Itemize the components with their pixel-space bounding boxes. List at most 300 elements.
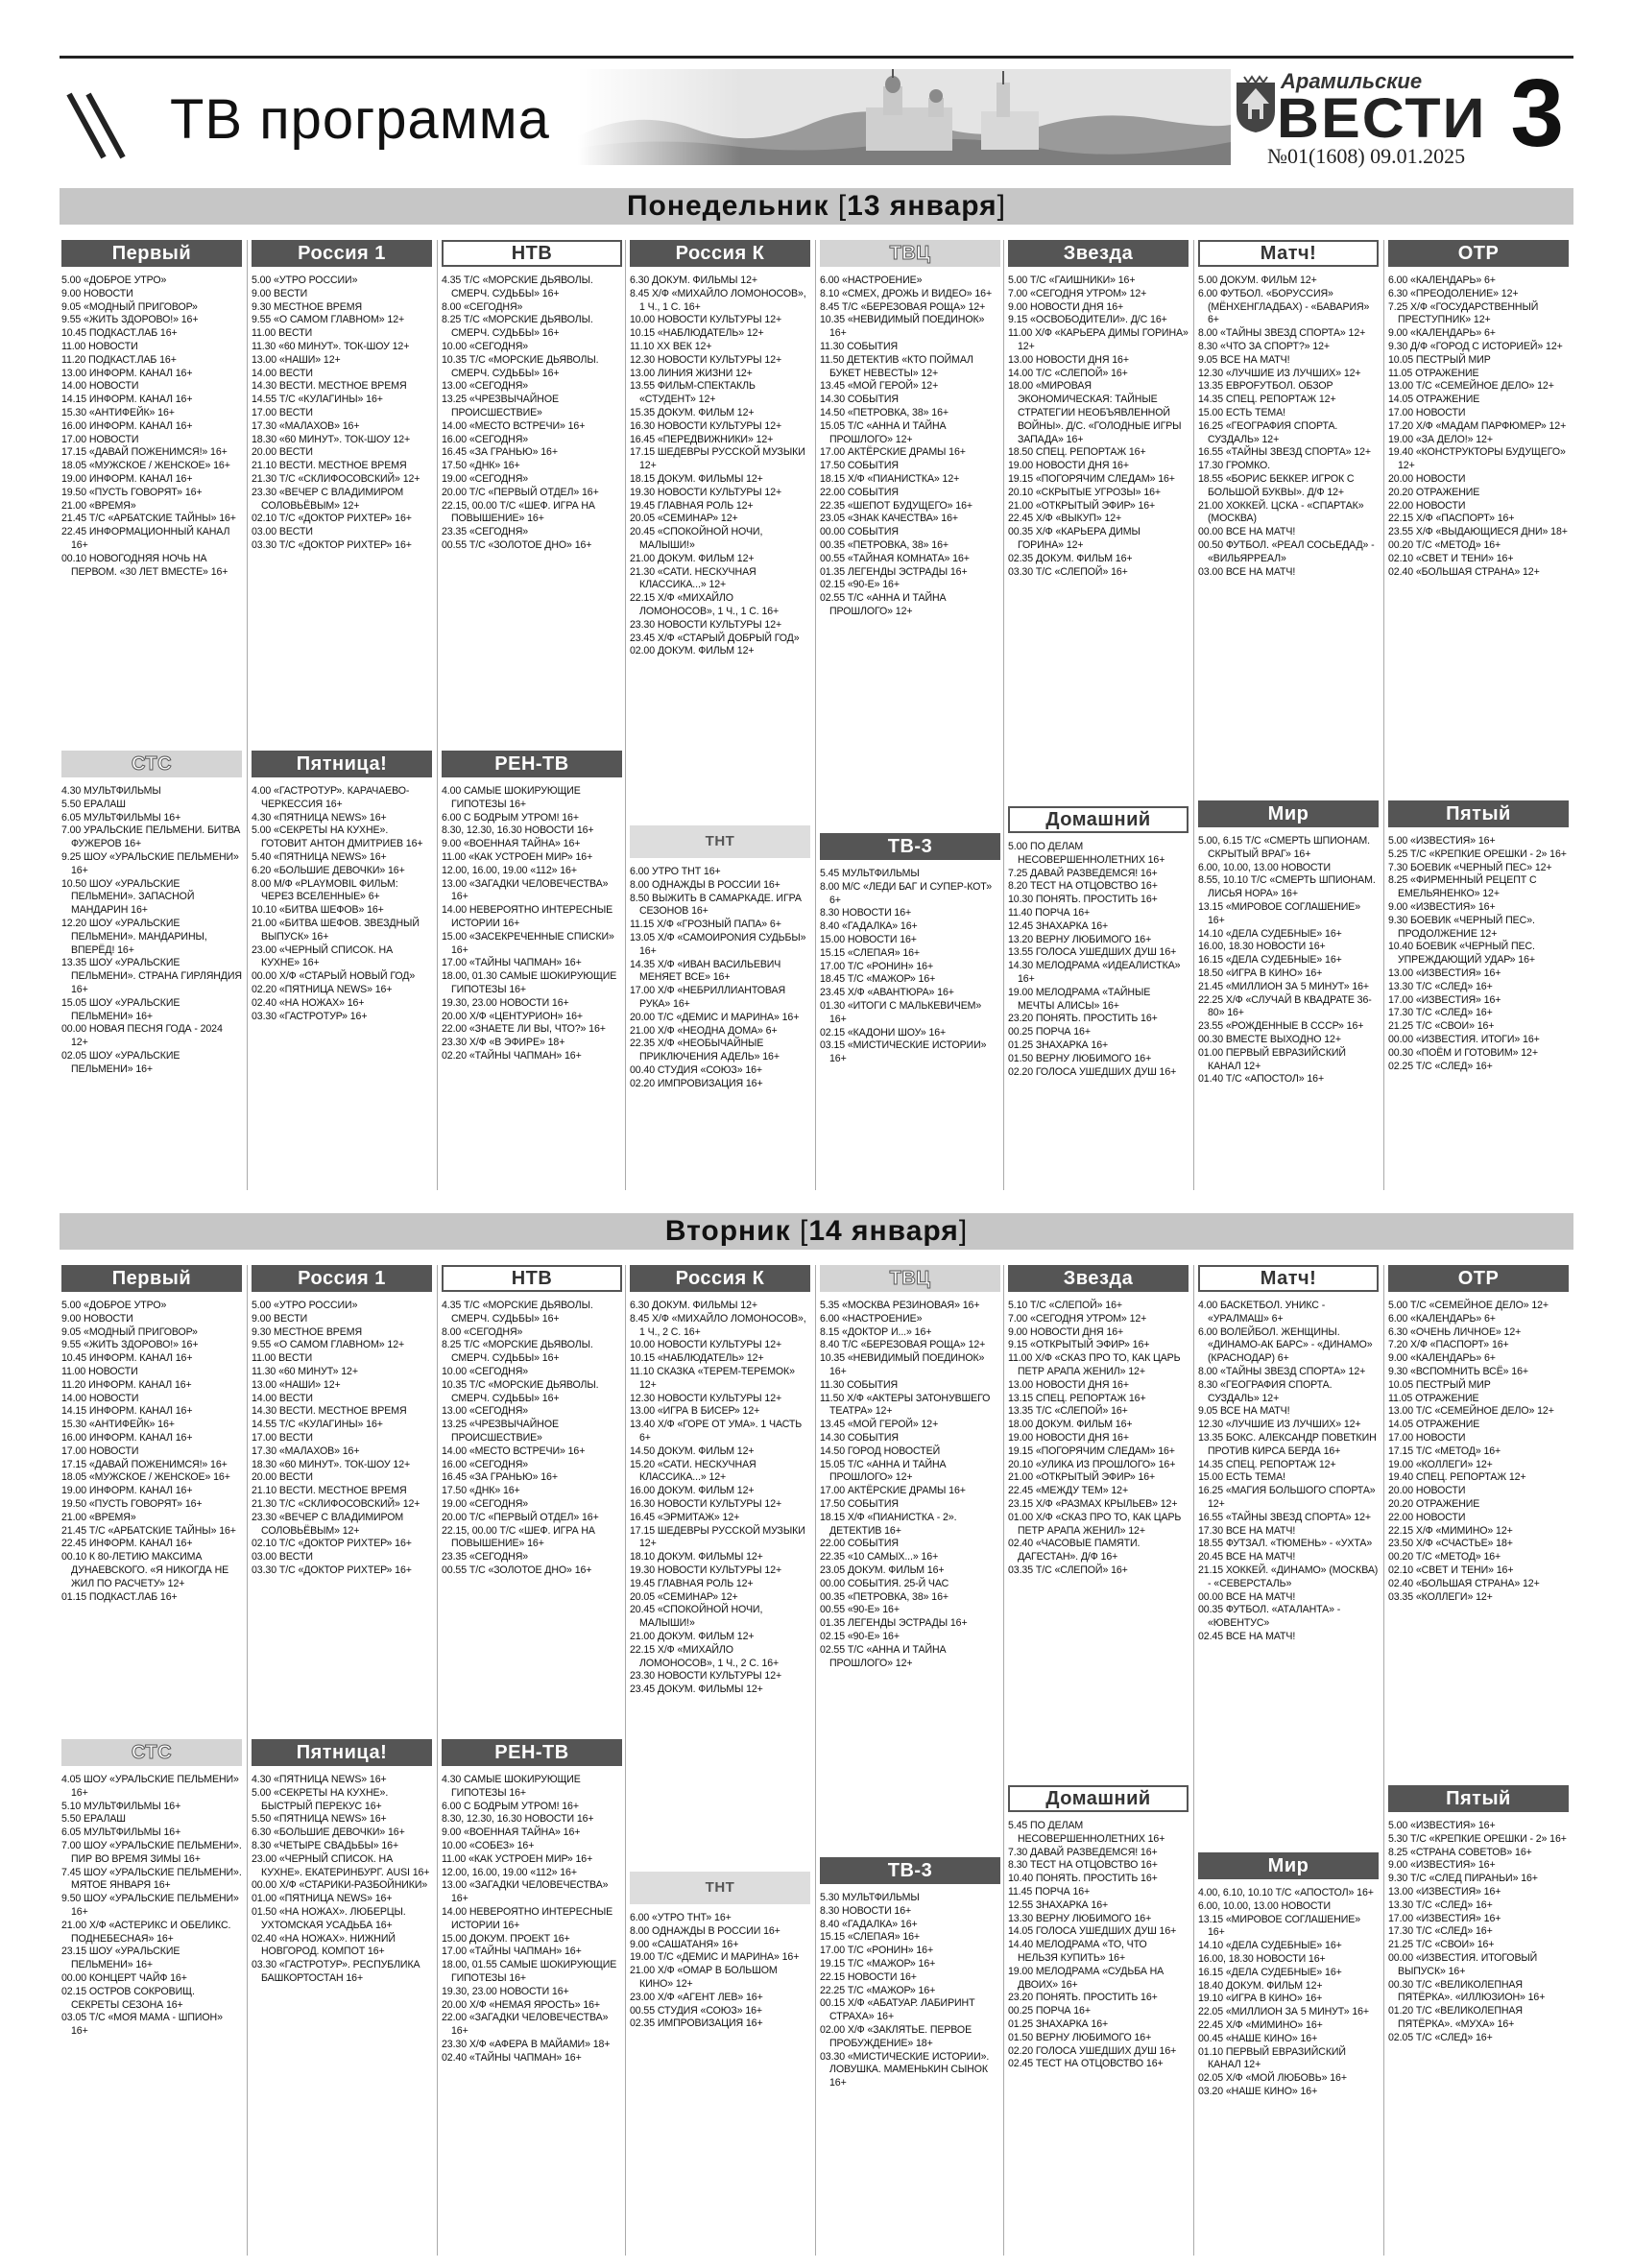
program-item: 00.00 СОБЫТИЯ — [820, 526, 899, 538]
program-item: 00.00 Х/Ф «СТАРИКИ-РАЗБОЙНИКИ» — [252, 1879, 428, 1892]
channel-name: Мир — [1267, 1855, 1309, 1876]
program-item: 6.05 МУЛЬТФИЛЬМЫ 16+ — [61, 1826, 181, 1839]
program-item: 02.05 Х/Ф «МОЙ ЛЮБОВЬ» 16+ — [1198, 2072, 1347, 2085]
program-item: 13.00 «ИГРА В БИСЕР» 12+ — [630, 1405, 760, 1418]
program-item: 9.15 «ОСВОБОДИТЕЛИ». Д/С 16+ — [1008, 314, 1167, 326]
program-item: 21.45 Т/С «АРБАТСКИЕ ТАЙНЫ» 16+ — [61, 513, 236, 525]
program-list — [1008, 841, 1189, 1079]
program-item: 22.45 ИНФОРМАЦИОННЫЙ КАНАЛ 16+ — [61, 526, 230, 551]
program-item: 9.00 НОВОСТИ ДНЯ 16+ — [1008, 1325, 1124, 1338]
program-item: 15.15 «СЛЕПАЯ» 16+ — [820, 1931, 920, 1944]
program-item: 21.00 «ОТКРЫТЫЙ ЭФИР» 16+ — [1008, 499, 1156, 512]
channel-name: Пятница! — [296, 1742, 388, 1763]
program-item: 8.30, 12.30, 16.30 НОВОСТИ 16+ — [442, 1813, 594, 1826]
program-item: 20.05 «СЕМИНАР» 12+ — [630, 513, 738, 525]
program-item: 6.00 «УТРО ТНТ» 16+ — [630, 1912, 732, 1923]
column-rule — [1193, 1265, 1194, 2256]
program-item: 22.15 Х/Ф «ПАСПОРТ» 16+ — [1388, 513, 1515, 525]
program-item: 13.00 «СЕГОДНЯ» — [442, 1405, 529, 1418]
program-item: 23.30 НОВОСТИ КУЛЬТУРЫ 12+ — [630, 618, 782, 631]
program-item: 01.15 ПОДКАСТ.ЛАБ 16+ — [61, 1590, 178, 1603]
program-item: 02.05 ШОУ «УРАЛЬСКИЕ ПЕЛЬМЕНИ» 16+ — [61, 1049, 180, 1075]
program-item: 7.00 УРАЛЬСКИЕ ПЕЛЬМЕНИ. БИТВА ФУЖЕРОВ 16+ — [61, 824, 241, 850]
program-item: 13.30 Т/С «СЛЕД» 16+ — [1388, 1898, 1493, 1911]
program-item: 22.35 «ШЕПОТ БУДУЩЕГО» 16+ — [820, 499, 973, 512]
program-item: 14.50 «ПЕТРОВКА, 38» 16+ — [820, 406, 949, 418]
program-item: 5.50 ЕРАЛАШ — [61, 1813, 126, 1826]
program-item: 17.00 «ТАЙНЫ ЧАПМАН» 16+ — [442, 1946, 582, 1958]
program-item: 22.00 СОБЫТИЯ — [820, 1538, 899, 1550]
program-item: 18.00 «МИРОВАЯ ЭКОНОМИЧЕСКАЯ: ТАЙНЫЕ СТРАТЕГИИ НЕОБЪЯВЛЕННОЙ ВОЙНЫ». Д/С. «ГОЛОДНЫЕ ИГРЫ ЗАПАДА» 16+ — [1008, 380, 1182, 445]
column-rule — [247, 240, 248, 1190]
program-list — [252, 785, 432, 1023]
program-list — [442, 785, 622, 1063]
program-item: 17.15 ШЕДЕВРЫ РУССКОЙ МУЗЫКИ 12+ — [630, 446, 805, 472]
bracket-close: ] — [958, 1215, 969, 1247]
program-item: 19.00 НОВОСТИ ДНЯ 16+ — [1008, 1431, 1129, 1444]
program-item: 02.00 ДОКУМ. ФИЛЬМ 12+ — [630, 645, 755, 657]
program-item: 17.00 НОВОСТИ — [1388, 406, 1466, 418]
program-item: 19.40 «КОНСТРУКТОРЫ БУДУЩЕГО» 12+ — [1388, 446, 1566, 472]
program-item: 15.00 ЕСТЬ ТЕМА! — [1198, 1471, 1285, 1484]
program-item: 13.00 НОВОСТИ ДНЯ 16+ — [1008, 1378, 1129, 1391]
program-item: 4.00 «ГАСТРОТУР». КАРАЧАЕВО-ЧЕРКЕССИЯ 16+ — [252, 785, 410, 810]
program-item: 8.30 «ЧЕТЫРЕ СВАДЬБЫ» 16+ — [252, 1839, 399, 1851]
program-item: 19.15 «ПОГОРЯЧИМ СЛЕДАМ» 16+ — [1008, 1444, 1175, 1457]
program-item: 17.00 ВЕСТИ — [252, 406, 313, 418]
program-item: 20.00 ВЕСТИ — [252, 1471, 313, 1484]
program-item: 19.50 «ПУСТЬ ГОВОРЯТ» 16+ — [61, 486, 203, 498]
channel-column — [442, 240, 622, 743]
program-item: 19.15 Т/С «МАЖОР» 16+ — [820, 1957, 936, 1970]
program-list — [630, 866, 810, 1091]
program-item: 22.00 НОВОСТИ — [1388, 499, 1466, 512]
program-item: 7.30 ДАВАЙ РАЗВЕДЕМСЯ! 16+ — [1008, 1846, 1158, 1858]
program-item: 10.05 ПЕСТРЫЙ МИР — [1388, 1378, 1491, 1391]
program-item: 11.00 НОВОСТИ — [61, 1365, 138, 1377]
program-item: 02.15 «КАДОНИ ШОУ» 16+ — [820, 1026, 947, 1039]
program-item: 21.00 Х/Ф «АСТЕРИКС И ОБЕЛИКС. ПОДНЕБЕСНАЯ» 16+ — [61, 1919, 231, 1945]
program-item: 14.00 НЕВЕРОЯТНО ИНТЕРЕСНЫЕ ИСТОРИИ 16+ — [442, 1905, 613, 1931]
program-item: 03.00 ВЕСТИ — [252, 526, 313, 538]
program-item: 14.05 ГОЛОСА УШЕДШИХ ДУШ 16+ — [1008, 1925, 1177, 1938]
program-item: 21.00 «ОТКРЫТЫЙ ЭФИР» 16+ — [1008, 1471, 1156, 1484]
program-item: 14.15 ИНФОРМ. КАНАЛ 16+ — [61, 1405, 193, 1418]
channel-header — [252, 1265, 432, 1292]
channel-column — [1388, 1785, 1569, 2256]
channel-name: ТВ-3 — [887, 836, 933, 857]
program-item: 18.55 ФУТЗАЛ. «ТЮМЕНЬ» - «УХТА» — [1198, 1538, 1373, 1550]
program-item: 8.00 «ТАЙНЫ ЗВЕЗД СПОРТА» 12+ — [1198, 1365, 1366, 1377]
program-item: 8.15 «ДОКТОР И...» 16+ — [820, 1325, 932, 1338]
program-item: 17.50 СОБЫТИЯ — [820, 1497, 899, 1510]
program-item: 8.45 Х/Ф «МИХАЙЛО ЛОМОНОСОВ», 1 Ч., 2 С. 16+ — [630, 1312, 806, 1338]
program-item: 10.15 «НАБЛЮДАТЕЛЬ» 12+ — [630, 1352, 764, 1365]
program-item: 17.50 «ДНК» 16+ — [442, 460, 520, 472]
program-item: 23.05 «ЗНАК КАЧЕСТВА» 16+ — [820, 513, 958, 525]
program-list — [61, 1774, 242, 2039]
program-item: 00.00 СОБЫТИЯ. 25-Й ЧАС — [820, 1577, 949, 1589]
program-item: 6.30 «ОЧЕНЬ ЛИЧНОЕ» 12+ — [1388, 1325, 1522, 1338]
program-item: 14.50 ГОРОД НОВОСТЕЙ — [820, 1444, 941, 1457]
program-item: 01.10 ПЕРВЫЙ ЕВРАЗИЙСКИЙ КАНАЛ 12+ — [1198, 2045, 1346, 2071]
channel-column — [820, 1857, 1000, 2256]
channel-header — [61, 1265, 242, 1292]
program-item: 13.35 Т/С «СЛЕПОЙ» 16+ — [1008, 1405, 1128, 1418]
top-rule — [60, 56, 1573, 59]
program-item: 01.20 Т/С «ВЕЛИКОЛЕПНАЯ ПЯТЁРКА». «МУХА» 16+ — [1388, 2005, 1523, 2030]
program-item: 9.00 НОВОСТИ ДНЯ 16+ — [1008, 300, 1124, 313]
program-item: 14.00 НОВОСТИ — [61, 1392, 139, 1404]
program-item: 5.45 МУЛЬТФИЛЬМЫ — [820, 868, 920, 879]
program-item: 17.50 СОБЫТИЯ — [820, 460, 899, 472]
channel-column — [252, 1739, 432, 2256]
program-item: 8.25 Т/С «МОРСКИЕ ДЬЯВОЛЫ. СМЕРЧ. СУДЬБЫ» 16+ — [442, 1339, 593, 1365]
program-item: 18.55 «БОРИС БЕККЕР. ИГРОК С БОЛЬШОЙ БУКВЫ». Д/Ф 12+ — [1198, 472, 1355, 498]
program-item: 00.20 Т/С «МЕТОД» 16+ — [1388, 538, 1501, 551]
program-item: 21.00 «ВРЕМЯ» — [61, 1511, 136, 1523]
program-list — [1198, 275, 1379, 579]
program-item: 5.10 Т/С «СЛЕПОЙ» 16+ — [1008, 1300, 1122, 1311]
program-item: 23.20 ПОНЯТЬ. ПРОСТИТЬ 16+ — [1008, 1013, 1158, 1025]
program-item: 9.15 «ОТКРЫТЫЙ ЭФИР» 16+ — [1008, 1339, 1150, 1351]
program-item: 8.00 М/Ф «PLAYMOBIL ФИЛЬМ: ЧЕРЕЗ ВСЕЛЕННЫЕ» 6+ — [252, 877, 398, 903]
program-item: 14.35 СПЕЦ. РЕПОРТАЖ 12+ — [1198, 1458, 1336, 1470]
program-item: 00.00 ВСЕ НА МАТЧ! — [1198, 1590, 1296, 1603]
channel-column — [630, 825, 810, 1190]
channel-column — [1388, 240, 1569, 793]
channel-name: СТС — [131, 1742, 173, 1763]
program-item: 7.00 «СЕГОДНЯ УТРОМ» 12+ — [1008, 287, 1147, 299]
channel-header — [252, 1739, 432, 1766]
program-item: 11.10 СКАЗКА «ТЕРЕМ-ТЕРЕМОК» 12+ — [630, 1365, 795, 1391]
program-item: 14.55 Т/С «КУЛАГИНЫ» 16+ — [252, 394, 383, 406]
program-item: 11.00 НОВОСТИ — [61, 340, 138, 352]
program-item: 14.30 ВЕСТИ. МЕСТНОЕ ВРЕМЯ — [252, 1405, 407, 1418]
program-item: 20.20 ОТРАЖЕНИЕ — [1388, 486, 1480, 498]
channel-header — [1388, 1265, 1569, 1292]
program-list — [61, 785, 242, 1077]
program-item: 10.00 «СЕГОДНЯ» — [442, 340, 529, 352]
channel-header — [442, 1265, 622, 1292]
program-item: 4.35 Т/С «МОРСКИЕ ДЬЯВОЛЫ. СМЕРЧ. СУДЬБЫ» 16+ — [442, 275, 593, 299]
program-item: 13.00 Т/С «СЕМЕЙНОЕ ДЕЛО» 12+ — [1388, 1405, 1554, 1418]
program-item: 19.30, 23.00 НОВОСТИ 16+ — [442, 1985, 569, 1997]
channel-header — [820, 1857, 1000, 1884]
program-item: 4.00 САМЫЕ ШОКИРУЮЩИЕ ГИПОТЕЗЫ 16+ — [442, 785, 581, 810]
program-item: 9.00 «КАЛЕНДАРЬ» 6+ — [1388, 327, 1496, 340]
program-item: 18.05 «МУЖСКОЕ / ЖЕНСКОЕ» 16+ — [61, 1471, 230, 1484]
program-item: 19.00 МЕЛОДРАМА «ТАЙНЫЕ МЕЧТЫ АЛИСЫ» 16+ — [1008, 986, 1151, 1012]
channel-column — [252, 1265, 432, 1731]
program-item: 8.30 «ГЕОГРАФИЯ СПОРТА. СУЗДАЛЬ» 12+ — [1198, 1378, 1333, 1404]
program-item: 9.55 «ЖИТЬ ЗДОРОВО!» 16+ — [61, 314, 199, 326]
program-item: 20.05 «СЕМИНАР» 12+ — [630, 1590, 738, 1603]
program-item: 02.40 «НА НОЖАХ». НИЖНИЙ НОВГОРОД. КОМПОТ 16+ — [252, 1932, 396, 1958]
program-item: 5.00 «УТРО РОССИИ» — [252, 275, 358, 286]
program-list — [630, 275, 810, 658]
program-item: 13.55 ФИЛЬМ-СПЕКТАКЛЬ «СТУДЕНТ» 12+ — [630, 380, 756, 406]
program-item: 5.00 «ДОБРОЕ УТРО» — [61, 275, 167, 286]
program-item: 13.00 ИНФОРМ. КАНАЛ 16+ — [61, 367, 193, 379]
program-list — [1388, 275, 1569, 579]
program-item: 11.15 Х/Ф «ГРОЗНЫЙ ПАПА» 6+ — [630, 919, 781, 931]
program-list — [630, 1912, 810, 2031]
program-item: 17.15 Т/С «МЕТОД» 16+ — [1388, 1444, 1501, 1457]
program-item: 01.25 ЗНАХАРКА 16+ — [1008, 1039, 1109, 1051]
program-item: 14.30 МЕЛОДРАМА «ИДЕАЛИСТКА» 16+ — [1008, 960, 1181, 985]
program-item: 23.55 Х/Ф «ВЫДАЮЩИЕСЯ ДНИ» 18+ — [1388, 526, 1568, 538]
program-item: 8.30 «ЧТО ЗА СПОРТ?» 12+ — [1198, 340, 1330, 352]
channel-name: НТВ — [511, 1268, 553, 1289]
program-item: 00.55 «ТАЙНАЯ КОМНАТА» 16+ — [820, 552, 970, 564]
program-item: 13.55 ГОЛОСА УШЕДШИХ ДУШ 16+ — [1008, 946, 1177, 959]
program-item: 4.05 ШОУ «УРАЛЬСКИЕ ПЕЛЬМЕНИ» 16+ — [61, 1774, 239, 1799]
channel-column — [630, 240, 810, 818]
program-item: 5.25 Т/С «КРЕПКИЕ ОРЕШКИ - 2» 16+ — [1388, 848, 1567, 860]
program-item: 00.40 СТУДИЯ «СОЮЗ» 16+ — [630, 1063, 763, 1076]
bracket-close: ] — [997, 190, 1006, 222]
program-item: 10.10 «БИТВА ШЕФОВ» 16+ — [252, 904, 384, 917]
town-crest-icon — [1235, 75, 1277, 134]
program-item: 13.30 Т/С «СЛЕД» 16+ — [1388, 980, 1493, 992]
program-item: 8.00 ОДНАЖДЫ В РОССИИ 16+ — [630, 878, 780, 891]
column-rule — [1003, 1265, 1004, 2256]
program-item: 19.10 «ИГРА В КИНО» 16+ — [1198, 1993, 1323, 2005]
channel-column — [1198, 1852, 1379, 2256]
program-item: 9.05 ВСЕ НА МАТЧ! — [1198, 353, 1290, 366]
program-item: 00.15 Х/Ф «АБАТУАР. ЛАБИРИНТ СТРАХА» 16+ — [820, 1997, 975, 2023]
program-item: 03.30 «ГАСТРОТУР». РЕСПУБЛИКА БАШКОРТОСТАН 16+ — [252, 1959, 420, 1984]
program-item: 9.00 НОВОСТИ — [61, 1312, 133, 1325]
program-item: 14.10 «ДЕЛА СУДЕБНЫЕ» 16+ — [1198, 1940, 1342, 1952]
program-item: 13.05 Х/Ф «САМОИРОNИЯ СУДЬБЫ» 16+ — [630, 931, 806, 957]
program-item: 7.25 Х/Ф «ГОСУДАРСТВЕННЫЙ ПРЕСТУПНИК» 12+ — [1388, 300, 1539, 326]
program-item: 5.50 ЕРАЛАШ — [61, 798, 126, 810]
program-item: 6.00, 10.00, 13.00 НОВОСТИ — [1198, 1899, 1331, 1912]
channel-name: Пятый — [1446, 803, 1511, 824]
program-list — [820, 1892, 1000, 2090]
program-item: 11.00 «КАК УСТРОЕН МИР» 16+ — [442, 1852, 593, 1865]
program-item: 01.35 ЛЕГЕНДЫ ЭСТРАДЫ 16+ — [820, 565, 968, 578]
program-item: 18.50 «ИГРА В КИНО» 16+ — [1198, 967, 1323, 979]
channel-header — [252, 240, 432, 267]
program-item: 16.45 «ЗА ГРАНЬЮ» 16+ — [442, 1471, 558, 1484]
program-item: 00.10 НОВОГОДНЯЯ НОЧЬ НА ПЕРВОМ. «30 ЛЕТ ВМЕСТЕ» 16+ — [61, 552, 228, 578]
program-item: 6.20 «БОЛЬШИЕ ДЕВОЧКИ» 16+ — [252, 864, 405, 876]
program-item: 8.25 «ФИРМЕННЫЙ РЕЦЕПТ С ЕМЕЛЬЯНЕНКО» 12+ — [1388, 874, 1537, 900]
program-item: 5.30 Т/С «КРЕПКИЕ ОРЕШКИ - 2» 16+ — [1388, 1832, 1567, 1845]
program-item: 14.15 ИНФОРМ. КАНАЛ 16+ — [61, 394, 193, 406]
program-item: 13.00 НОВОСТИ ДНЯ 16+ — [1008, 353, 1129, 366]
program-item: 14.05 ОТРАЖЕНИЕ — [1388, 394, 1480, 406]
program-item: 01.50 ВЕРНУ ЛЮБИМОГО 16+ — [1008, 2031, 1152, 2043]
program-item: 03.15 «МИСТИЧЕСКИЕ ИСТОРИИ» 16+ — [820, 1039, 987, 1065]
program-item: 22.15, 00.00 Т/С «ШЕФ. ИГРА НА ПОВЫШЕНИЕ» 16+ — [442, 499, 595, 525]
program-item: 12.20 ШОУ «УРАЛЬСКИЕ ПЕЛЬМЕНИ». МАНДАРИНЫ, ВПЕРЁД! 16+ — [61, 917, 207, 956]
program-item: 01.30 «ИТОГИ С МАЛЬКЕВИЧЕМ» 16+ — [820, 999, 982, 1025]
channel-header — [630, 1872, 810, 1904]
program-item: 23.00 Х/Ф «АГЕНТ ЛЕВ» 16+ — [630, 1991, 763, 2003]
program-list — [630, 1300, 810, 1697]
program-item: 22.45 ИНФОРМ. КАНАЛ 16+ — [61, 1538, 193, 1550]
program-item: 5.50 «ПЯТНИЦА NEWS» 16+ — [252, 1813, 387, 1826]
program-item: 14.40 МЕЛОДРАМА «ТО, ЧТО НЕЛЬЗЯ КУПИТЬ» 16+ — [1008, 1939, 1147, 1964]
program-item: 16.00 «СЕГОДНЯ» — [442, 1458, 529, 1470]
channel-column — [442, 1265, 622, 1731]
program-list — [442, 1300, 622, 1578]
program-item: 17.30 Т/С «СЛЕД» 16+ — [1388, 1007, 1493, 1019]
program-item: 21.30 «САТИ. НЕСКУЧНАЯ КЛАССИКА...» 12+ — [630, 565, 756, 591]
channel-column — [252, 240, 432, 743]
program-item: 03.30 «ГАСТРОТУР» 16+ — [252, 1010, 368, 1022]
program-item: 23.00 «ЧЕРНЫЙ СПИСОК. НА КУХНЕ». ЕКАТЕРИНБУРГ. AUSI 16+ — [252, 1852, 430, 1878]
program-item: 17.30 «МАЛАХОВ» 16+ — [252, 419, 360, 432]
program-item: 10.15 «НАБЛЮДАТЕЛЬ» 12+ — [630, 327, 764, 340]
page-number: 3 — [1510, 60, 1564, 167]
channel-header — [820, 1265, 1000, 1292]
program-item: 00.35 ФУТБОЛ. «АТАЛАНТА» - «ЮВЕНТУС» — [1198, 1604, 1341, 1630]
program-item: 21.00 «БИТВА ШЕФОВ. ЗВЕЗДНЫЙ ВЫПУСК» 16+ — [252, 917, 420, 943]
program-item: 8.45 Т/С «БЕРЕЗОВАЯ РОЩА» 12+ — [820, 300, 986, 313]
program-item: 21.00 Х/Ф «НЕОДНА ДОМА» 6+ — [630, 1024, 778, 1037]
program-item: 8.25 Т/С «МОРСКИЕ ДЬЯВОЛЫ. СМЕРЧ. СУДЬБЫ» 16+ — [442, 314, 593, 340]
program-item: 4.30 «ПЯТНИЦА NEWS» 16+ — [252, 1774, 387, 1785]
program-item: 20.00 Х/Ф «НЕМАЯ ЯРОСТЬ» 16+ — [442, 1998, 601, 2011]
program-item: 19.00 ИНФОРМ. КАНАЛ 16+ — [61, 1485, 193, 1497]
program-item: 9.30 Т/С «СЛЕД ПИРАНЬИ» 16+ — [1388, 1873, 1538, 1885]
channel-header — [61, 751, 242, 777]
program-item: 20.45 ВСЕ НА МАТЧ! — [1198, 1551, 1296, 1564]
program-item: 14.00 Т/С «СЛЕПОЙ» 16+ — [1008, 367, 1128, 379]
program-item: 00.35 «ПЕТРОВКА, 38» 16+ — [820, 538, 949, 551]
program-item: 10.30 ПОНЯТЬ. ПРОСТИТЬ 16+ — [1008, 894, 1158, 906]
program-item: 02.55 Т/С «АННА И ТАЙНА ПРОШЛОГО» 12+ — [820, 592, 947, 617]
program-item: 23.45 ДОКУМ. ФИЛЬМЫ 12+ — [630, 1683, 763, 1696]
program-item: 03.35 «КОЛЛЕГИ» 12+ — [1388, 1590, 1493, 1603]
program-item: 03.30 Т/С «ДОКТОР РИХТЕР» 16+ — [252, 1564, 412, 1576]
program-item: 8.10 «СМЕХ, ДРОЖЬ И ВИДЕО» 16+ — [820, 287, 993, 299]
program-item: 14.30 СОБЫТИЯ — [820, 1431, 899, 1444]
program-item: 02.55 Т/С «АННА И ТАЙНА ПРОШЛОГО» 12+ — [820, 1643, 947, 1669]
program-item: 16.45 «ЭРМИТАЖ» 12+ — [630, 1511, 740, 1523]
program-item: 02.05 Т/С «СЛЕД» 16+ — [1388, 2031, 1493, 2043]
program-item: 23.30 «ВЕЧЕР С ВЛАДИМИРОМ СОЛОВЬЁВЫМ» 12+ — [252, 1511, 404, 1537]
channel-name: ТВЦ — [889, 243, 931, 264]
day-name: Понедельник — [626, 190, 829, 222]
channel-header — [630, 1265, 810, 1292]
program-item: 6.30 «ПРЕОДОЛЕНИЕ» 12+ — [1388, 287, 1519, 299]
program-item: 20.20 ОТРАЖЕНИЕ — [1388, 1497, 1480, 1510]
program-item: 13.00 Т/С «СЕМЕЙНОЕ ДЕЛО» 12+ — [1388, 380, 1554, 393]
program-item: 01.25 ЗНАХАРКА 16+ — [1008, 2017, 1109, 2030]
program-item: 11.00 Х/Ф «СКАЗ ПРО ТО, КАК ЦАРЬ ПЕТР АРАПА ЖЕНИЛ» 12+ — [1008, 1352, 1181, 1377]
program-item: 6.00 УТРО ТНТ 16+ — [630, 866, 721, 877]
channel-name: ТВЦ — [889, 1268, 931, 1289]
channel-name: ОТР — [1457, 1268, 1500, 1289]
program-item: 19.00 ИНФОРМ. КАНАЛ 16+ — [61, 472, 193, 485]
program-item: 11.00 ВЕСТИ — [252, 327, 313, 340]
program-item: 23.30 Х/Ф «АФЕРА В МАЙАМИ» 18+ — [442, 2038, 611, 2050]
program-item: 02.20 «ПЯТНИЦА NEWS» 16+ — [252, 983, 393, 995]
program-item: 02.10 Т/С «ДОКТОР РИХТЕР» 16+ — [252, 513, 412, 525]
program-item: 14.00 «МЕСТО ВСТРЕЧИ» 16+ — [442, 419, 586, 432]
channel-name: Матч! — [1260, 1268, 1317, 1289]
program-item: 10.00 НОВОСТИ КУЛЬТУРЫ 12+ — [630, 1339, 782, 1351]
program-item: 5.35 «МОСКВА РЕЗИНОВАЯ» 16+ — [820, 1300, 980, 1311]
program-item: 13.00 «ИЗВЕСТИЯ» 16+ — [1388, 1885, 1501, 1898]
program-item: 13.25 «ЧРЕЗВЫЧАЙНОЕ ПРОИСШЕСТВИЕ» — [442, 1419, 559, 1444]
channel-column — [820, 1265, 1000, 1850]
program-item: 17.00 Т/С «РОНИН» 16+ — [820, 960, 934, 972]
program-item: 16.15 «ДЕЛА СУДЕБНЫЕ» 16+ — [1198, 954, 1342, 967]
channel-column — [820, 833, 1000, 1190]
program-item: 9.00 «ВОЕННАЯ ТАЙНА» 16+ — [442, 1826, 581, 1839]
program-item: 00.45 «НАШЕ КИНО» 16+ — [1198, 2032, 1318, 2044]
program-item: 9.30 «ВСПОМНИТЬ ВСЁ» 16+ — [1388, 1365, 1528, 1377]
program-item: 15.00 ЕСТЬ ТЕМА! — [1198, 406, 1285, 418]
program-item: 16.45 «ПЕРЕДВИЖНИКИ» 12+ — [630, 433, 774, 445]
newspaper-logo — [1210, 63, 1498, 171]
program-item: 12.30 НОВОСТИ КУЛЬТУРЫ 12+ — [630, 353, 782, 366]
program-item: 03.30 «МИСТИЧЕСКИЕ ИСТОРИИ». ЛОВУШКА. МАМЕНЬКИН СЫНОК 16+ — [820, 2050, 990, 2089]
program-item: 5.45 ПО ДЕЛАМ НЕСОВЕРШЕННОЛЕТНИХ 16+ — [1008, 1820, 1165, 1845]
channel-header — [1388, 240, 1569, 267]
column-rule — [1193, 240, 1194, 1190]
program-item: 17.20 Х/Ф «МАДАМ ПАРФЮМЕР» 12+ — [1388, 419, 1567, 432]
program-item: 22.25 Т/С «МАЖОР» 16+ — [820, 1984, 936, 1996]
channel-header — [630, 825, 810, 858]
program-item: 01.35 ЛЕГЕНДЫ ЭСТРАДЫ 16+ — [820, 1617, 968, 1630]
program-item: 14.00 НОВОСТИ — [61, 380, 139, 393]
program-item: 11.05 ОТРАЖЕНИЕ — [1388, 1392, 1479, 1404]
program-list — [820, 1300, 1000, 1670]
program-item: 12.45 ЗНАХАРКА 16+ — [1008, 919, 1109, 932]
channel-column — [630, 1265, 810, 1864]
program-item: 23.30 Х/Ф «В ЭФИРЕ» 18+ — [442, 1037, 565, 1049]
channel-column — [61, 1739, 242, 2256]
program-item: 11.00 «КАК УСТРОЕН МИР» 16+ — [442, 850, 593, 863]
program-item: 17.30 ВСЕ НА МАТЧ! — [1198, 1524, 1296, 1537]
program-item: 8.55, 10.10 Т/С «СМЕРТЬ ШПИОНАМ. ЛИСЬЯ НОРА» 16+ — [1198, 874, 1376, 900]
channel-name: Россия 1 — [298, 243, 386, 264]
program-item: 6.00 ВОЛЕЙБОЛ. ЖЕНЩИНЫ. «ДИНАМО-АК БАРС» - «ДИНАМО» (КРАСНОДАР) 6+ — [1198, 1325, 1373, 1365]
program-item: 10.00 «СЕГОДНЯ» — [442, 1365, 529, 1377]
program-item: 18.15 ДОКУМ. ФИЛЬМЫ 12+ — [630, 472, 763, 485]
program-item: 6.00, 10.00, 13.00 НОВОСТИ — [1198, 861, 1331, 873]
program-item: 19.00 «КОЛЛЕГИ» 12+ — [1388, 1458, 1493, 1470]
program-item: 7.30 БОЕВИК «ЧЕРНЫЙ ПЕС» 12+ — [1388, 861, 1552, 873]
program-item: 5.00 «ДОБРОЕ УТРО» — [61, 1300, 167, 1311]
channel-header — [1198, 800, 1379, 827]
channel-column — [1008, 240, 1189, 799]
program-item: 8.30 ТЕСТ НА ОТЦОВСТВО 16+ — [1008, 1859, 1158, 1872]
program-item: 16.00, 18.30 НОВОСТИ 16+ — [1198, 941, 1326, 953]
program-item: 5.00 ДОКУМ. ФИЛЬМ 12+ — [1198, 275, 1317, 286]
program-item: 10.35 «НЕВИДИМЫЙ ПОЕДИНОК» 16+ — [820, 314, 985, 340]
program-item: 02.25 Т/С «СЛЕД» 16+ — [1388, 1060, 1493, 1072]
program-item: 10.40 ПОНЯТЬ. ПРОСТИТЬ 16+ — [1008, 1873, 1158, 1885]
program-item: 00.55 Т/С «ЗОЛОТОЕ ДНО» 16+ — [442, 538, 592, 551]
program-item: 11.40 ПОРЧА 16+ — [1008, 906, 1091, 919]
program-item: 19.45 ГЛАВНАЯ РОЛЬ 12+ — [630, 499, 754, 512]
program-item: 23.00 «ЧЕРНЫЙ СПИСОК. НА КУХНЕ» 16+ — [252, 943, 394, 969]
program-item: 22.25 Х/Ф «СЛУЧАЙ В КВАДРАТЕ 36-80» 16+ — [1198, 993, 1372, 1019]
program-item: 22.45 Х/Ф «ВЫКУП» 12+ — [1008, 513, 1122, 525]
program-item: 14.35 Х/Ф «ИВАН ВАСИЛЬЕВИЧ МЕНЯЕТ ВСЕ» 16+ — [630, 958, 781, 984]
program-item: 02.20 ИМПРОВИЗАЦИЯ 16+ — [630, 1077, 763, 1089]
program-list — [1198, 835, 1379, 1086]
